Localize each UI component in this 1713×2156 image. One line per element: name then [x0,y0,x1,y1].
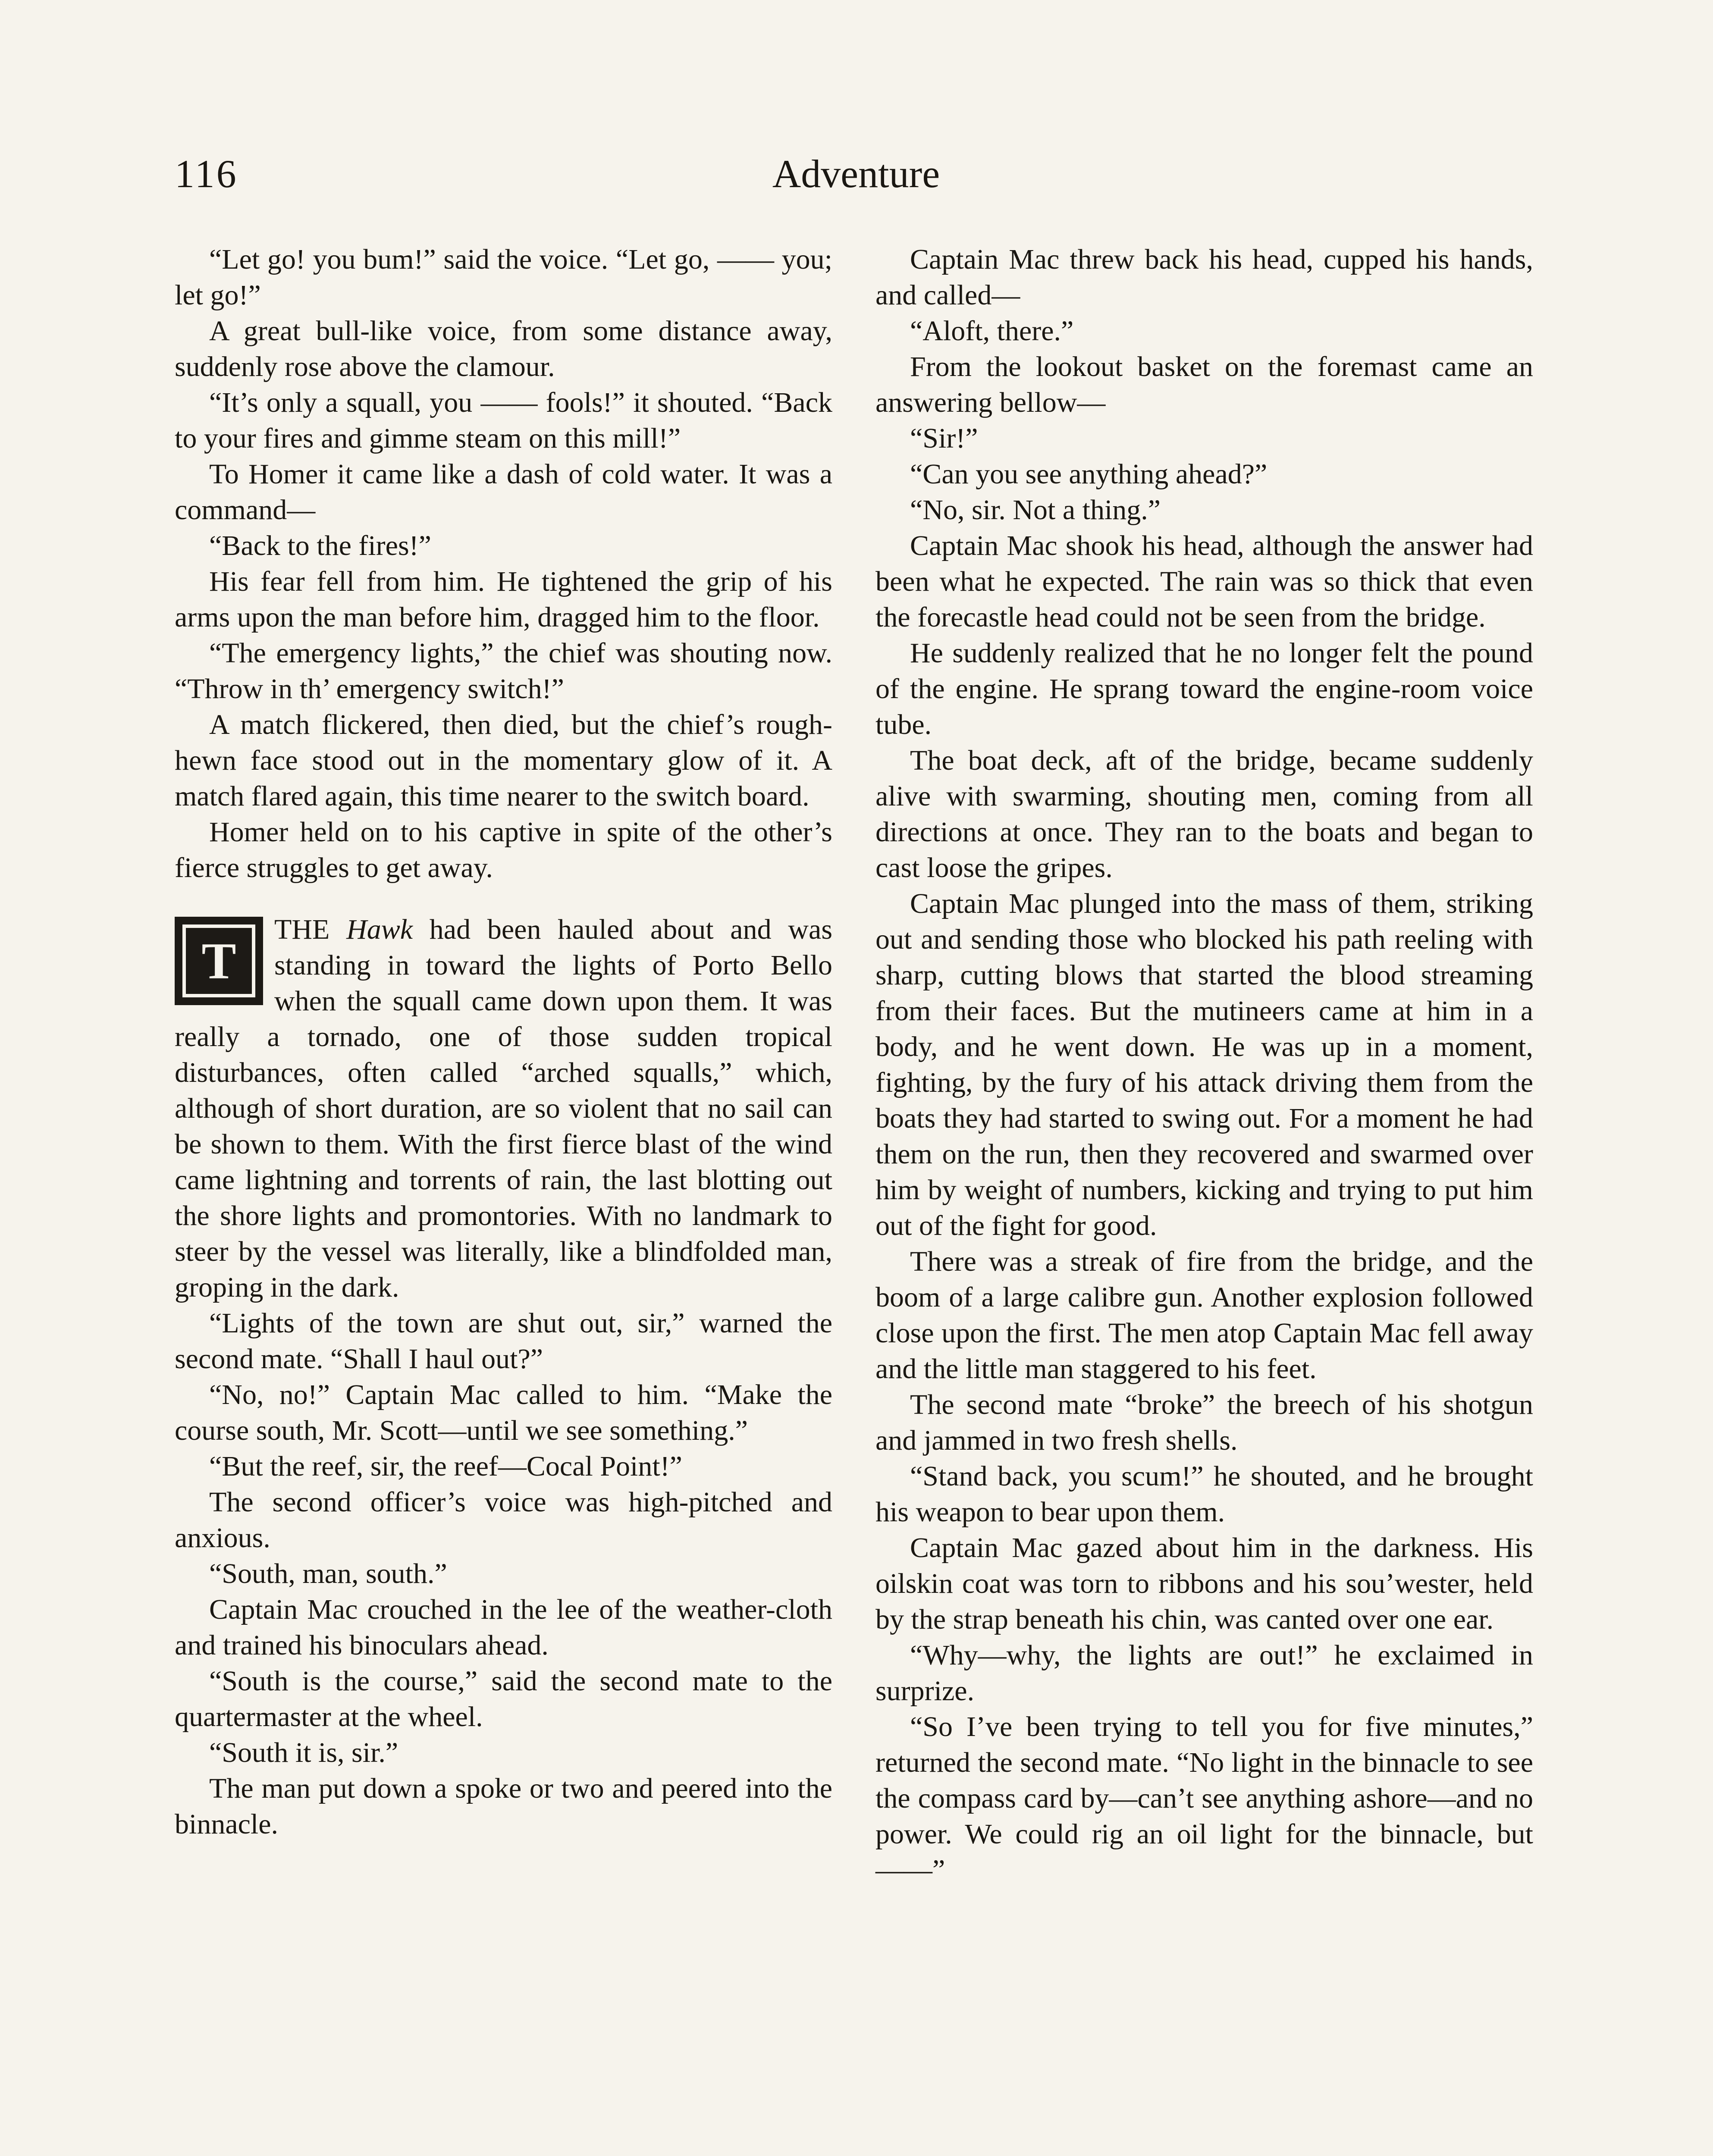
decorative-initial-frame [182,924,255,997]
section-break [175,886,832,912]
paragraph: “South, man, south.” [209,1558,447,1589]
paragraph: To Homer it came like a dash of cold water. It was a command— [175,458,832,526]
section-opening [175,912,832,1305]
decorative-initial-letter: T [201,932,236,990]
paragraph: Captain Mac crouched in the lee of the weather-cloth and trained his binoculars ahead. [175,1594,832,1661]
paragraph: The second officer’s voice was high-pitched and anxious. [175,1486,832,1554]
running-title: Adventure [772,152,940,196]
paragraph: “So I’ve been trying to tell you for five minutes,” returned the second mate. “No light in the binnacle to see the compass card by—can’t see anything ashore—and no power. We could rig an oil light for the binnacle, but——” [875,1711,1533,1886]
paragraph: His fear fell from him. He tightened the grip of his arms upon the man before him, dragged him to the floor. [175,566,832,633]
paragraph: “But the reef, sir, the reef—Cocal Point!” [209,1451,682,1482]
paragraph: “Aloft, there.” [910,315,1074,347]
decorative-initial [175,917,263,1005]
paragraph: “Sir!” [910,423,978,454]
page-number: 116 [175,152,238,196]
paragraph: Captain Mac plunged into the mass of them, striking out and sending those who blocked his path reeling with sharp, cutting blows that started the blood streaming from their faces. But the mutineers came at him in a body, and he went down. He was up in a moment, fighting, by the fury of his attack driving them from the boats they had started to swing out. For a moment he had them on the run, then they recovered and swarmed over him by weight of numbers, kicking and trying to put him out of the fight for good. [875,888,1533,1241]
paragraph: Captain Mac threw back his head, cupped his hands, and called— [875,244,1533,311]
paragraph: A match flickered, then died, but the chief’s rough-hewn face stood out in the momentary glow of it. A match flared again, this time nearer to the switch board. [175,709,832,812]
paragraph: There was a streak of fire from the bridge, and the boom of a large calibre gun. Another explosion followed close upon the first. The men atop Captain Mac fell away and the little man staggered to his feet. [875,1246,1533,1385]
paragraph: “No, no!” Captain Mac called to him. “Make the course south, Mr. Scott—until we see something.” [175,1379,832,1446]
paragraph: “Stand back, you scum!” he shouted, and he brought his weapon to bear upon them. [875,1460,1533,1528]
paragraph: The boat deck, aft of the bridge, became suddenly alive with swarming, shouting men, coming from all directions at once. They ran to the boats and began to cast loose the gripes. [875,745,1533,884]
paragraph: Captain Mac shook his head, although the answer had been what he expected. The rain was so thick that even the forecastle head could not be seen from the bridge. [875,530,1533,633]
section-opening-text: had been hauled about and was standing in toward the lights of Porto Bello when the squall came down upon them. It was really a tornado, one of those sudden tropical disturbances, often called “arched squalls,” which, although of short duration, are so violent that no sail can be shown to them. With the first fierce blast of the wind came lightning and torrents of rain, the last blotting out the shore lights and promontories. With no landmark to steer by the vessel was literally, like a blindfolded man, groping in the dark. [175,914,833,1303]
paragraph: He suddenly realized that he no longer felt the pound of the engine. He sprang toward the engine-room voice tube. [875,637,1533,740]
paragraph: “Let go! you bum!” said the voice. “Let go, —— you; let go!” [175,244,832,311]
paragraph: “Lights of the town are shut out, sir,” warned the second mate. “Shall I haul out?” [175,1307,832,1375]
paragraph: “No, sir. Not a thing.” [910,494,1161,526]
paragraph: “South it is, sir.” [209,1737,398,1768]
paragraph: Homer held on to his captive in spite of the other’s fierce struggles to get away. [175,816,832,884]
paragraph: “South is the course,” said the second mate to the quartermaster at the wheel. [175,1665,832,1733]
right-column [875,241,1533,1888]
section-lead: THE [274,914,347,945]
paragraph: The second mate “broke” the breech of his shotgun and jammed in two fresh shells. [875,1389,1533,1456]
section-opening-paragraph [175,912,832,1305]
paragraph: Captain Mac gazed about him in the darkness. His oilskin coat was torn to ribbons and his sou’wester, held by the strap beneath his chin, was canted over one ear. [875,1532,1533,1635]
left-column [175,241,832,1842]
page-header [175,151,1537,203]
paragraph: A great bull-like voice, from some distance away, suddenly rose above the clamour. [175,315,832,382]
paragraph: “Can you see anything ahead?” [910,458,1267,490]
paragraph: The man put down a spoke or two and peered into the binnacle. [175,1773,832,1840]
paragraph: “Why—why, the lights are out!” he exclaimed in surprize. [875,1639,1533,1707]
paragraph: “Back to the fires!” [209,530,431,561]
ship-name: Hawk [346,914,413,945]
paragraph: “It’s only a squall, you —— fools!” it shouted. “Back to your fires and gimme steam on this mill!” [175,387,832,454]
paragraph: From the lookout basket on the foremast came an answering bellow— [875,351,1533,418]
paragraph: “The emergency lights,” the chief was shouting now. “Throw in th’ emergency switch!” [175,637,832,705]
